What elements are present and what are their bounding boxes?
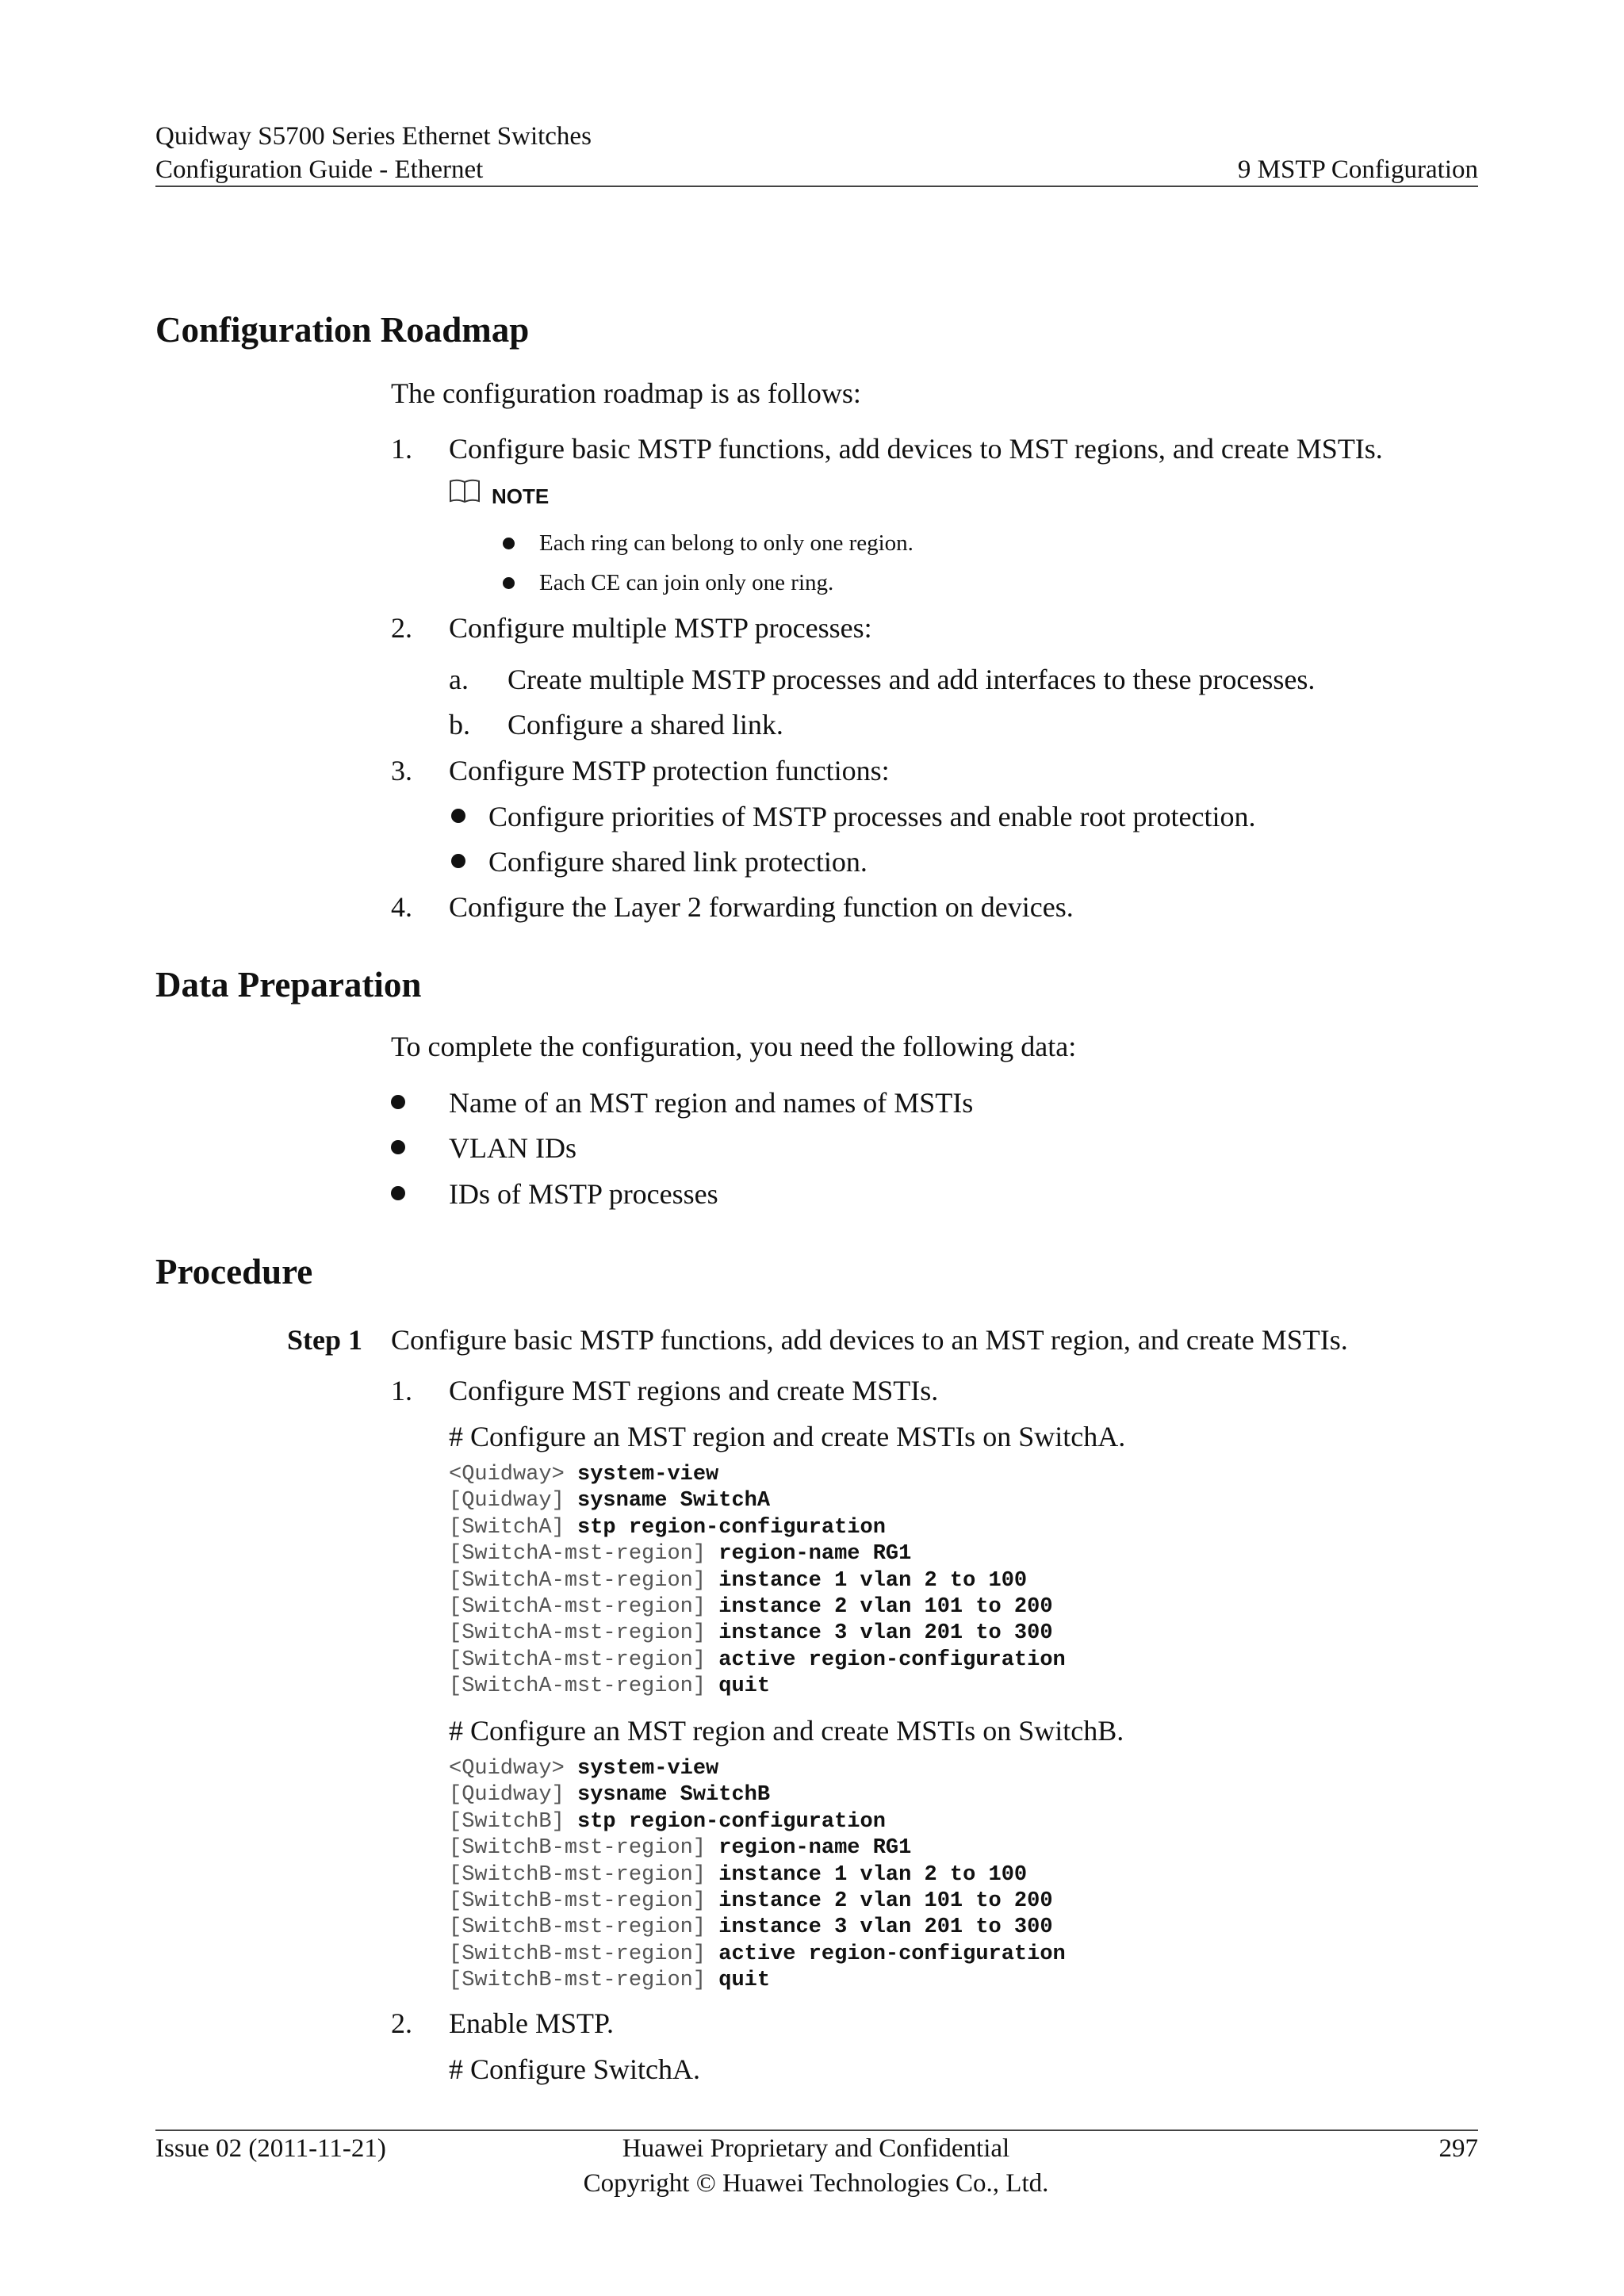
- data-prep-bullet: Name of an MST region and names of MSTIs: [449, 1087, 974, 1119]
- roadmap-item1-number: 1.: [391, 433, 412, 465]
- footer-copyright: Copyright © Huawei Technologies Co., Ltd.: [583, 2169, 1049, 2198]
- note-bullet-dot: [503, 577, 515, 589]
- note-bullet: Each CE can join only one ring.: [539, 570, 834, 595]
- code-comment-switcha: # Configure an MST region and create MSTIs on SwitchA.: [449, 1421, 1126, 1452]
- code-comment-configure-switcha: # Configure SwitchA.: [449, 2053, 700, 2085]
- footer-issue: Issue 02 (2011-11-21): [155, 2134, 386, 2163]
- roadmap-item3: Configure MSTP protection functions:: [449, 755, 890, 786]
- code-line: [SwitchA-mst-region] instance 3 vlan 201 to 300: [449, 1621, 1053, 1646]
- roadmap-item1: Configure basic MSTP functions, add devices to MST regions, and create MSTIs.: [449, 433, 1383, 465]
- footer-confidential: Huawei Proprietary and Confidential: [622, 2134, 1010, 2163]
- roadmap-item3-bullet: Configure priorities of MSTP processes and enable root protection.: [488, 801, 1256, 832]
- code-line: <Quidway> system-view: [449, 1463, 719, 1487]
- step1-sub1: Configure MST regions and create MSTIs.: [449, 1375, 939, 1406]
- note-label: NOTE: [492, 484, 550, 508]
- code-line: [SwitchA] stp region-configuration: [449, 1515, 886, 1540]
- code-line: [SwitchB-mst-region] active region-configuration: [449, 1942, 1066, 1966]
- roadmap-intro: The configuration roadmap is as follows:: [391, 377, 861, 409]
- note-bullet: Each ring can belong to only one region.: [539, 530, 914, 556]
- data-prep-bullet-dot: [391, 1095, 405, 1109]
- roadmap-item2b-letter: b.: [449, 709, 470, 740]
- code-line: [SwitchB-mst-region] quit: [449, 1969, 771, 1993]
- roadmap-item4: Configure the Layer 2 forwarding function on devices.: [449, 891, 1074, 923]
- roadmap-item2a-letter: a.: [449, 664, 469, 695]
- step1-sub2: Enable MSTP.: [449, 2007, 615, 2039]
- step1-text: Configure basic MSTP functions, add devices to an MST region, and create MSTIs.: [391, 1324, 1348, 1356]
- code-block-switcha: [449, 1462, 1066, 1701]
- code-line: [SwitchA-mst-region] instance 2 vlan 101 to 200: [449, 1594, 1053, 1619]
- code-line: [SwitchB-mst-region] region-name RG1: [449, 1836, 912, 1861]
- code-line: [SwitchA-mst-region] quit: [449, 1674, 771, 1699]
- code-comment-switchb: # Configure an MST region and create MSTIs on SwitchB.: [449, 1715, 1124, 1747]
- note-book-icon: [449, 478, 481, 507]
- header-rule: [155, 186, 1478, 187]
- footer-rule: [155, 2130, 1478, 2131]
- roadmap-item4-number: 4.: [391, 891, 412, 923]
- data-prep-bullet: IDs of MSTP processes: [449, 1178, 718, 1210]
- roadmap-item2-number: 2.: [391, 612, 412, 644]
- data-prep-bullet-dot: [391, 1186, 405, 1200]
- roadmap-heading: Configuration Roadmap: [155, 310, 530, 350]
- step1-sub2-number: 2.: [391, 2007, 412, 2039]
- header-chapter: 9 MSTP Configuration: [1237, 155, 1478, 184]
- code-line: [SwitchA-mst-region] instance 1 vlan 2 to 100: [449, 1568, 1028, 1593]
- note-bullet-dot: [503, 538, 515, 549]
- code-line: [SwitchA-mst-region] active region-configuration: [449, 1647, 1066, 1672]
- data-prep-intro: To complete the configuration, you need the following data:: [391, 1031, 1077, 1062]
- roadmap-item3-bullet-dot: [451, 854, 465, 868]
- code-line: [Quidway] sysname SwitchA: [449, 1489, 771, 1513]
- roadmap-item3-bullet: Configure shared link protection.: [488, 846, 868, 878]
- data-prep-bullet-dot: [391, 1140, 405, 1154]
- header-guide: Configuration Guide - Ethernet: [155, 155, 484, 184]
- code-line: [SwitchB-mst-region] instance 1 vlan 2 to 100: [449, 1862, 1028, 1887]
- code-line: [SwitchB-mst-region] instance 3 vlan 201 to 300: [449, 1915, 1053, 1940]
- step1-sub1-number: 1.: [391, 1375, 412, 1406]
- roadmap-item3-number: 3.: [391, 755, 412, 786]
- roadmap-item2b: Configure a shared link.: [508, 709, 783, 740]
- code-line: <Quidway> system-view: [449, 1757, 719, 1781]
- roadmap-item2: Configure multiple MSTP processes:: [449, 612, 872, 644]
- data-prep-bullet: VLAN IDs: [449, 1132, 576, 1164]
- header-product: Quidway S5700 Series Ethernet Switches: [155, 122, 592, 151]
- footer-page-number: 297: [1438, 2134, 1478, 2163]
- code-block-switchb: [449, 1756, 1066, 1995]
- data-prep-heading: Data Preparation: [155, 965, 422, 1004]
- procedure-heading: Procedure: [155, 1252, 313, 1292]
- step1-label: Step 1: [287, 1324, 363, 1356]
- code-line: [SwitchA-mst-region] region-name RG1: [449, 1542, 912, 1567]
- code-line: [SwitchB-mst-region] instance 2 vlan 101 to 200: [449, 1888, 1053, 1913]
- code-line: [SwitchB] stp region-configuration: [449, 1809, 886, 1834]
- roadmap-item3-bullet-dot: [451, 809, 465, 823]
- code-line: [Quidway] sysname SwitchB: [449, 1783, 771, 1808]
- roadmap-item2a: Create multiple MSTP processes and add interfaces to these processes.: [508, 664, 1316, 695]
